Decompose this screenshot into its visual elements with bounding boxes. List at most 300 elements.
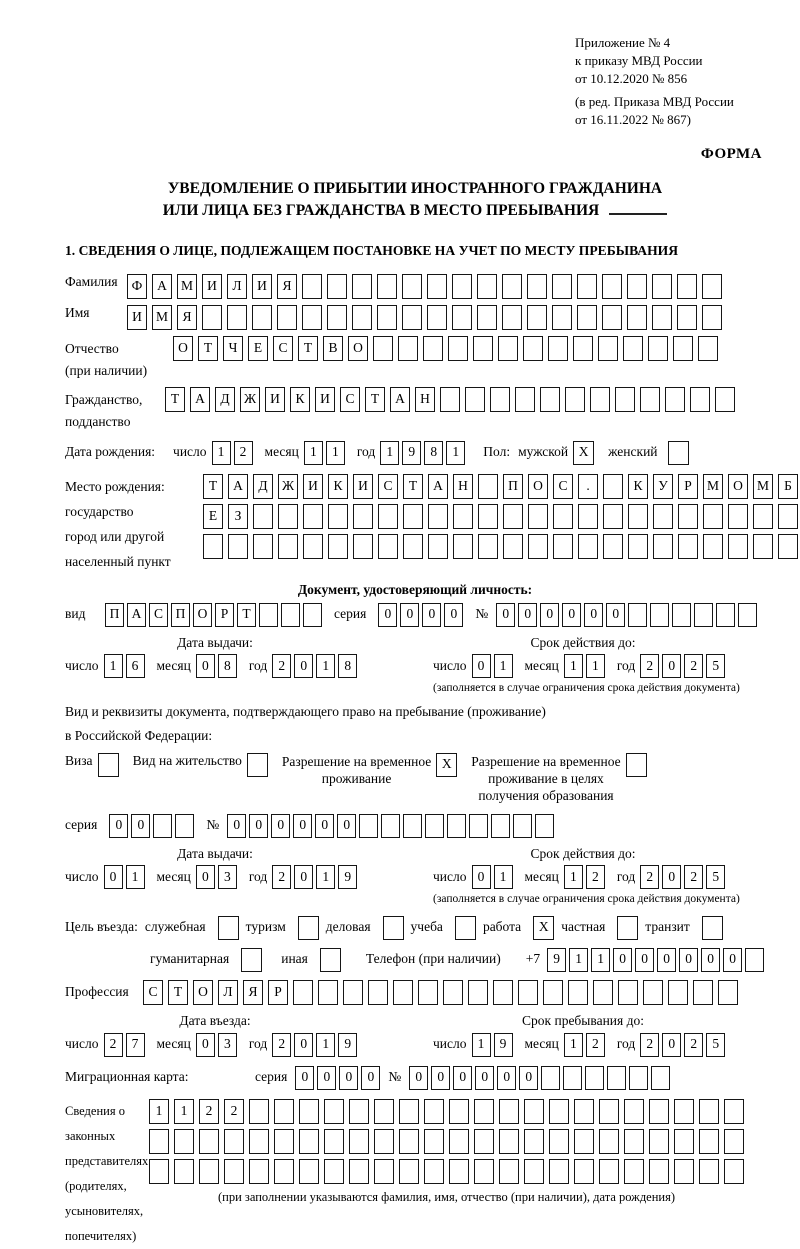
char-box[interactable] — [373, 336, 393, 361]
char-box[interactable]: И — [353, 474, 373, 499]
char-box[interactable] — [568, 980, 588, 1005]
char-box[interactable] — [603, 534, 623, 559]
char-box[interactable]: 1 — [316, 654, 335, 678]
char-box[interactable] — [499, 1159, 519, 1184]
char-box[interactable] — [628, 534, 648, 559]
char-box[interactable] — [403, 504, 423, 529]
char-box[interactable] — [175, 814, 194, 838]
char-box[interactable]: 1 — [569, 948, 588, 972]
char-box[interactable]: 0 — [315, 814, 334, 838]
char-box[interactable]: 1 — [316, 865, 335, 889]
char-box[interactable]: 0 — [422, 603, 441, 627]
char-box[interactable]: 2 — [640, 1033, 659, 1057]
char-box[interactable]: Н — [453, 474, 473, 499]
char-box[interactable] — [299, 1159, 319, 1184]
char-box[interactable]: 0 — [431, 1066, 450, 1090]
char-box[interactable]: 6 — [126, 654, 145, 678]
char-box[interactable] — [378, 534, 398, 559]
char-box[interactable] — [628, 603, 647, 627]
char-box[interactable] — [650, 603, 669, 627]
char-box[interactable] — [249, 1159, 269, 1184]
char-box[interactable] — [224, 1159, 244, 1184]
char-box[interactable]: Л — [227, 274, 247, 299]
char-box[interactable] — [453, 534, 473, 559]
char-box[interactable] — [702, 274, 722, 299]
char-box[interactable] — [578, 504, 598, 529]
char-box[interactable]: 9 — [494, 1033, 513, 1057]
char-box[interactable]: 2 — [586, 865, 605, 889]
char-box[interactable]: О — [193, 980, 213, 1005]
char-box[interactable]: Т — [365, 387, 385, 412]
char-box[interactable] — [624, 1159, 644, 1184]
char-box[interactable] — [543, 980, 563, 1005]
char-box[interactable] — [652, 305, 672, 330]
char-box[interactable]: Р — [268, 980, 288, 1005]
char-box[interactable]: 2 — [272, 865, 291, 889]
char-box[interactable]: 2 — [684, 865, 703, 889]
char-box[interactable]: 1 — [326, 441, 345, 465]
char-box[interactable]: 0 — [613, 948, 632, 972]
char-box[interactable] — [378, 504, 398, 529]
char-box[interactable]: 2 — [640, 865, 659, 889]
char-box[interactable] — [428, 534, 448, 559]
char-box[interactable] — [274, 1099, 294, 1124]
char-box[interactable]: 8 — [338, 654, 357, 678]
char-box[interactable]: С — [143, 980, 163, 1005]
char-box[interactable] — [477, 274, 497, 299]
char-box[interactable] — [548, 336, 568, 361]
char-box[interactable] — [552, 305, 572, 330]
char-box[interactable] — [527, 274, 547, 299]
char-box[interactable]: 1 — [149, 1099, 169, 1124]
char-box[interactable] — [377, 305, 397, 330]
temp-permit-checkbox[interactable]: X — [436, 753, 457, 777]
char-box[interactable] — [499, 1129, 519, 1154]
char-box[interactable]: 0 — [196, 654, 215, 678]
char-box[interactable] — [424, 1129, 444, 1154]
char-box[interactable] — [577, 274, 597, 299]
char-box[interactable]: О — [173, 336, 193, 361]
char-box[interactable]: И — [252, 274, 272, 299]
char-box[interactable] — [374, 1159, 394, 1184]
char-box[interactable]: П — [503, 474, 523, 499]
char-box[interactable] — [738, 603, 757, 627]
char-box[interactable] — [599, 1129, 619, 1154]
char-box[interactable]: 0 — [662, 865, 681, 889]
char-box[interactable] — [649, 1099, 669, 1124]
char-box[interactable]: М — [152, 305, 172, 330]
char-box[interactable] — [202, 305, 222, 330]
char-box[interactable] — [465, 387, 485, 412]
char-box[interactable]: А — [428, 474, 448, 499]
char-box[interactable] — [349, 1159, 369, 1184]
char-box[interactable] — [174, 1129, 194, 1154]
char-box[interactable]: Ж — [278, 474, 298, 499]
char-box[interactable] — [224, 1129, 244, 1154]
char-box[interactable]: Т — [298, 336, 318, 361]
char-box[interactable]: К — [628, 474, 648, 499]
char-box[interactable] — [153, 814, 172, 838]
female-checkbox[interactable] — [668, 441, 689, 465]
char-box[interactable] — [574, 1129, 594, 1154]
char-box[interactable]: 0 — [378, 603, 397, 627]
char-box[interactable]: З — [228, 504, 248, 529]
char-box[interactable] — [590, 387, 610, 412]
residence-permit-checkbox[interactable] — [247, 753, 268, 777]
char-box[interactable] — [249, 1099, 269, 1124]
char-box[interactable] — [702, 305, 722, 330]
char-box[interactable]: 2 — [104, 1033, 123, 1057]
char-box[interactable]: 8 — [218, 654, 237, 678]
char-box[interactable]: 1 — [380, 441, 399, 465]
char-box[interactable] — [478, 474, 498, 499]
char-box[interactable] — [381, 814, 400, 838]
char-box[interactable]: . — [578, 474, 598, 499]
char-box[interactable]: 0 — [249, 814, 268, 838]
char-box[interactable] — [349, 1129, 369, 1154]
char-box[interactable]: 2 — [224, 1099, 244, 1124]
char-box[interactable] — [599, 1099, 619, 1124]
char-box[interactable]: А — [390, 387, 410, 412]
char-box[interactable] — [653, 534, 673, 559]
char-box[interactable] — [541, 1066, 560, 1090]
char-box[interactable]: С — [378, 474, 398, 499]
char-box[interactable] — [578, 534, 598, 559]
char-box[interactable]: И — [315, 387, 335, 412]
char-box[interactable]: 0 — [400, 603, 419, 627]
char-box[interactable] — [574, 1099, 594, 1124]
char-box[interactable] — [665, 387, 685, 412]
char-box[interactable]: И — [127, 305, 147, 330]
char-box[interactable]: Я — [243, 980, 263, 1005]
char-box[interactable]: 0 — [453, 1066, 472, 1090]
char-box[interactable] — [629, 1066, 648, 1090]
char-box[interactable]: О — [528, 474, 548, 499]
char-box[interactable]: 0 — [662, 1033, 681, 1057]
char-box[interactable] — [553, 534, 573, 559]
char-box[interactable]: А — [127, 603, 146, 627]
purpose-private-checkbox[interactable] — [617, 916, 638, 940]
char-box[interactable] — [598, 336, 618, 361]
char-box[interactable] — [753, 504, 773, 529]
char-box[interactable] — [524, 1159, 544, 1184]
char-box[interactable]: 9 — [402, 441, 421, 465]
char-box[interactable] — [448, 336, 468, 361]
char-box[interactable] — [449, 1099, 469, 1124]
char-box[interactable]: 0 — [679, 948, 698, 972]
char-box[interactable] — [324, 1099, 344, 1124]
char-box[interactable] — [574, 1159, 594, 1184]
char-box[interactable] — [724, 1099, 744, 1124]
char-box[interactable]: 1 — [564, 1033, 583, 1057]
char-box[interactable] — [643, 980, 663, 1005]
char-box[interactable]: 0 — [196, 865, 215, 889]
char-box[interactable] — [627, 305, 647, 330]
char-box[interactable]: 0 — [657, 948, 676, 972]
char-box[interactable]: Е — [203, 504, 223, 529]
char-box[interactable] — [474, 1129, 494, 1154]
char-box[interactable] — [623, 336, 643, 361]
char-box[interactable]: С — [149, 603, 168, 627]
char-box[interactable]: А — [152, 274, 172, 299]
char-box[interactable]: Е — [248, 336, 268, 361]
char-box[interactable] — [327, 305, 347, 330]
char-box[interactable]: 0 — [701, 948, 720, 972]
char-box[interactable] — [599, 1159, 619, 1184]
char-box[interactable] — [474, 1159, 494, 1184]
char-box[interactable] — [149, 1159, 169, 1184]
purpose-work-checkbox[interactable]: X — [533, 916, 554, 940]
char-box[interactable]: 0 — [519, 1066, 538, 1090]
char-box[interactable] — [493, 980, 513, 1005]
char-box[interactable] — [491, 814, 510, 838]
char-box[interactable] — [624, 1129, 644, 1154]
char-box[interactable]: 0 — [196, 1033, 215, 1057]
char-box[interactable] — [573, 336, 593, 361]
char-box[interactable] — [303, 504, 323, 529]
char-box[interactable]: О — [193, 603, 212, 627]
char-box[interactable] — [745, 948, 764, 972]
char-box[interactable]: 0 — [294, 1033, 313, 1057]
char-box[interactable] — [374, 1129, 394, 1154]
char-box[interactable] — [724, 1129, 744, 1154]
char-box[interactable] — [648, 336, 668, 361]
char-box[interactable] — [715, 387, 735, 412]
char-box[interactable] — [473, 336, 493, 361]
char-box[interactable] — [563, 1066, 582, 1090]
char-box[interactable] — [703, 534, 723, 559]
char-box[interactable] — [299, 1099, 319, 1124]
char-box[interactable] — [393, 980, 413, 1005]
char-box[interactable]: 7 — [126, 1033, 145, 1057]
char-box[interactable]: 0 — [409, 1066, 428, 1090]
char-box[interactable] — [593, 980, 613, 1005]
char-box[interactable]: 0 — [131, 814, 150, 838]
char-box[interactable]: 0 — [293, 814, 312, 838]
char-box[interactable] — [528, 504, 548, 529]
char-box[interactable] — [402, 305, 422, 330]
char-box[interactable] — [585, 1066, 604, 1090]
char-box[interactable] — [577, 305, 597, 330]
char-box[interactable] — [403, 534, 423, 559]
char-box[interactable] — [327, 274, 347, 299]
char-box[interactable] — [778, 534, 798, 559]
char-box[interactable]: 9 — [338, 865, 357, 889]
char-box[interactable] — [203, 534, 223, 559]
char-box[interactable]: Л — [218, 980, 238, 1005]
char-box[interactable] — [352, 274, 372, 299]
char-box[interactable] — [649, 1129, 669, 1154]
char-box[interactable] — [649, 1159, 669, 1184]
char-box[interactable]: 2 — [199, 1099, 219, 1124]
char-box[interactable] — [678, 534, 698, 559]
char-box[interactable] — [503, 504, 523, 529]
char-box[interactable] — [718, 980, 738, 1005]
purpose-tourism-checkbox[interactable] — [298, 916, 319, 940]
char-box[interactable] — [498, 336, 518, 361]
char-box[interactable]: 0 — [294, 654, 313, 678]
char-box[interactable] — [359, 814, 378, 838]
char-box[interactable]: К — [328, 474, 348, 499]
char-box[interactable] — [528, 534, 548, 559]
char-box[interactable] — [418, 980, 438, 1005]
char-box[interactable]: О — [348, 336, 368, 361]
char-box[interactable] — [425, 814, 444, 838]
char-box[interactable] — [549, 1159, 569, 1184]
char-box[interactable] — [651, 1066, 670, 1090]
char-box[interactable] — [424, 1159, 444, 1184]
char-box[interactable] — [549, 1099, 569, 1124]
char-box[interactable] — [490, 387, 510, 412]
char-box[interactable]: 0 — [472, 654, 491, 678]
char-box[interactable] — [374, 1099, 394, 1124]
char-box[interactable] — [427, 274, 447, 299]
char-box[interactable]: Я — [177, 305, 197, 330]
char-box[interactable]: 1 — [564, 865, 583, 889]
char-box[interactable] — [398, 336, 418, 361]
char-box[interactable] — [299, 1129, 319, 1154]
char-box[interactable]: 0 — [317, 1066, 336, 1090]
char-box[interactable] — [399, 1129, 419, 1154]
char-box[interactable]: Д — [215, 387, 235, 412]
char-box[interactable] — [353, 534, 373, 559]
char-box[interactable] — [524, 1099, 544, 1124]
char-box[interactable]: 2 — [640, 654, 659, 678]
char-box[interactable] — [447, 814, 466, 838]
char-box[interactable]: 8 — [424, 441, 443, 465]
char-box[interactable]: 1 — [174, 1099, 194, 1124]
char-box[interactable]: М — [753, 474, 773, 499]
char-box[interactable]: Я — [277, 274, 297, 299]
char-box[interactable] — [199, 1159, 219, 1184]
char-box[interactable] — [227, 305, 247, 330]
char-box[interactable] — [703, 504, 723, 529]
char-box[interactable] — [674, 1099, 694, 1124]
char-box[interactable]: 0 — [496, 603, 515, 627]
purpose-humanitarian-checkbox[interactable] — [241, 948, 262, 972]
char-box[interactable]: Р — [215, 603, 234, 627]
char-box[interactable] — [424, 1099, 444, 1124]
char-box[interactable] — [728, 504, 748, 529]
char-box[interactable] — [640, 387, 660, 412]
char-box[interactable] — [293, 980, 313, 1005]
char-box[interactable] — [716, 603, 735, 627]
char-box[interactable] — [302, 274, 322, 299]
char-box[interactable] — [328, 504, 348, 529]
char-box[interactable]: Н — [415, 387, 435, 412]
char-box[interactable] — [443, 980, 463, 1005]
char-box[interactable] — [452, 305, 472, 330]
char-box[interactable] — [672, 603, 691, 627]
char-box[interactable]: Т — [403, 474, 423, 499]
char-box[interactable] — [477, 305, 497, 330]
char-box[interactable] — [353, 504, 373, 529]
char-box[interactable] — [478, 504, 498, 529]
char-box[interactable]: Р — [678, 474, 698, 499]
char-box[interactable]: С — [340, 387, 360, 412]
char-box[interactable]: 0 — [109, 814, 128, 838]
char-box[interactable] — [778, 504, 798, 529]
char-box[interactable] — [228, 534, 248, 559]
char-box[interactable] — [149, 1129, 169, 1154]
char-box[interactable]: Т — [198, 336, 218, 361]
char-box[interactable] — [502, 305, 522, 330]
char-box[interactable] — [502, 274, 522, 299]
purpose-study-checkbox[interactable] — [455, 916, 476, 940]
char-box[interactable] — [440, 387, 460, 412]
char-box[interactable]: 2 — [234, 441, 253, 465]
char-box[interactable]: 0 — [361, 1066, 380, 1090]
char-box[interactable] — [281, 603, 300, 627]
char-box[interactable] — [694, 603, 713, 627]
char-box[interactable]: 0 — [339, 1066, 358, 1090]
char-box[interactable] — [673, 336, 693, 361]
char-box[interactable]: 0 — [518, 603, 537, 627]
char-box[interactable] — [318, 980, 338, 1005]
char-box[interactable] — [678, 504, 698, 529]
char-box[interactable] — [628, 504, 648, 529]
char-box[interactable]: 0 — [444, 603, 463, 627]
char-box[interactable] — [453, 504, 473, 529]
char-box[interactable] — [328, 534, 348, 559]
char-box[interactable] — [603, 504, 623, 529]
char-box[interactable] — [515, 387, 535, 412]
char-box[interactable]: В — [323, 336, 343, 361]
char-box[interactable] — [552, 274, 572, 299]
char-box[interactable]: М — [177, 274, 197, 299]
char-box[interactable] — [253, 534, 273, 559]
char-box[interactable] — [249, 1129, 269, 1154]
char-box[interactable] — [399, 1159, 419, 1184]
char-box[interactable]: С — [553, 474, 573, 499]
char-box[interactable] — [469, 814, 488, 838]
char-box[interactable] — [274, 1159, 294, 1184]
char-box[interactable] — [352, 305, 372, 330]
char-box[interactable]: К — [290, 387, 310, 412]
char-box[interactable]: 9 — [547, 948, 566, 972]
char-box[interactable]: Ф — [127, 274, 147, 299]
char-box[interactable] — [652, 274, 672, 299]
char-box[interactable]: 5 — [706, 1033, 725, 1057]
char-box[interactable] — [699, 1159, 719, 1184]
temp-edu-checkbox[interactable] — [626, 753, 647, 777]
char-box[interactable]: 1 — [564, 654, 583, 678]
char-box[interactable]: 0 — [584, 603, 603, 627]
char-box[interactable] — [668, 980, 688, 1005]
char-box[interactable]: 1 — [591, 948, 610, 972]
char-box[interactable]: Д — [253, 474, 273, 499]
visa-checkbox[interactable] — [98, 753, 119, 777]
male-checkbox[interactable]: X — [573, 441, 594, 465]
char-box[interactable] — [602, 274, 622, 299]
char-box[interactable]: 1 — [472, 1033, 491, 1057]
char-box[interactable] — [478, 534, 498, 559]
char-box[interactable]: У — [653, 474, 673, 499]
char-box[interactable] — [253, 504, 273, 529]
char-box[interactable] — [518, 980, 538, 1005]
char-box[interactable] — [693, 980, 713, 1005]
char-box[interactable] — [302, 305, 322, 330]
char-box[interactable]: 0 — [475, 1066, 494, 1090]
char-box[interactable] — [468, 980, 488, 1005]
char-box[interactable]: 1 — [212, 441, 231, 465]
char-box[interactable] — [423, 336, 443, 361]
char-box[interactable] — [698, 336, 718, 361]
char-box[interactable] — [368, 980, 388, 1005]
char-box[interactable]: 2 — [586, 1033, 605, 1057]
char-box[interactable] — [677, 274, 697, 299]
char-box[interactable] — [607, 1066, 626, 1090]
